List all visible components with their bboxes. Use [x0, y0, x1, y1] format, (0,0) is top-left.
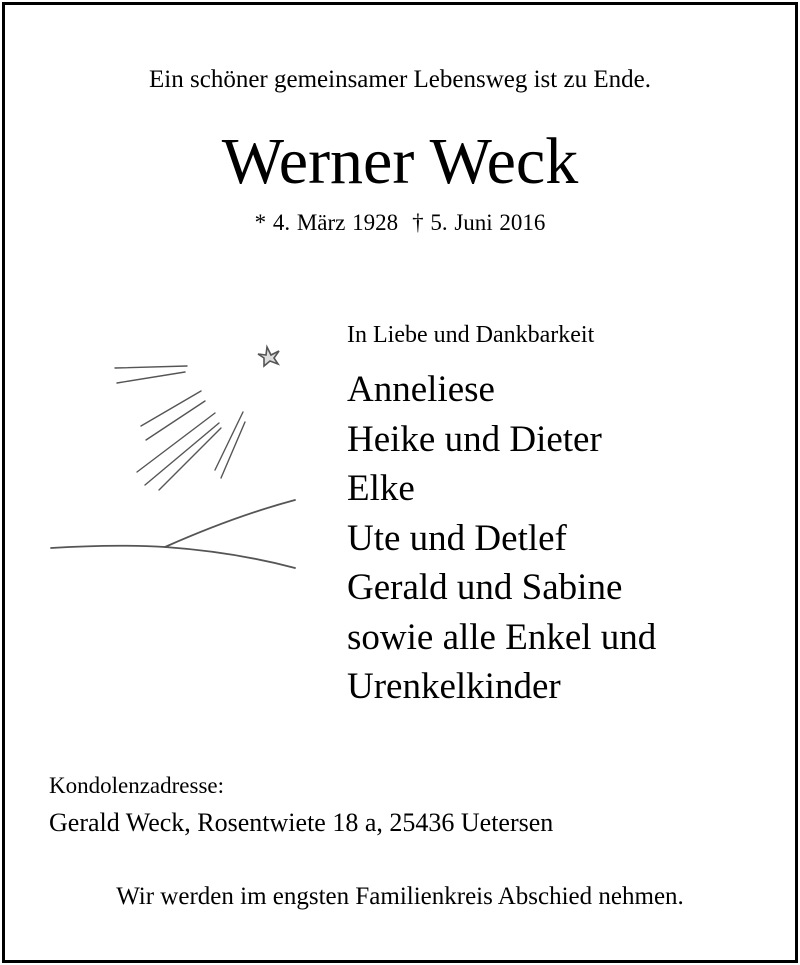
mourner-name: sowie alle Enkel und [347, 616, 657, 658]
notice-frame [2, 2, 798, 963]
mourner-name: Anneliese [347, 369, 495, 410]
mourner-name: Ute und Detlef [347, 517, 567, 559]
mourner-name: Elke [347, 468, 415, 509]
star-over-hill-drawing [45, 330, 300, 580]
star-icon [258, 347, 279, 366]
death-date: † 5. Juni 2016 [412, 210, 546, 235]
closing-line: Wir werden im engsten Familienkreis Abschied nehmen. [116, 883, 684, 910]
mourner-name: Urenkelkinder [347, 666, 561, 707]
mourners-heading: In Liebe und Dankbarkeit [347, 322, 595, 348]
condolence-address: Gerald Weck, Rosentwiete 18 a, 25436 Uetersen [49, 808, 554, 837]
life-dates [5, 211, 795, 234]
hill-line [51, 500, 295, 568]
mourners-list [347, 365, 656, 712]
birth-date: * 4. März 1928 [254, 210, 399, 235]
mourner-name: Gerald und Sabine [347, 567, 623, 608]
condolence-label: Kondolenzadresse: [49, 773, 224, 798]
light-rays [115, 366, 245, 490]
deceased-name: Werner Weck [221, 125, 579, 198]
intro-line: Ein schöner gemeinsamer Lebensweg ist zu Ende. [149, 66, 651, 93]
mourner-name: Heike und Dieter [347, 418, 602, 460]
